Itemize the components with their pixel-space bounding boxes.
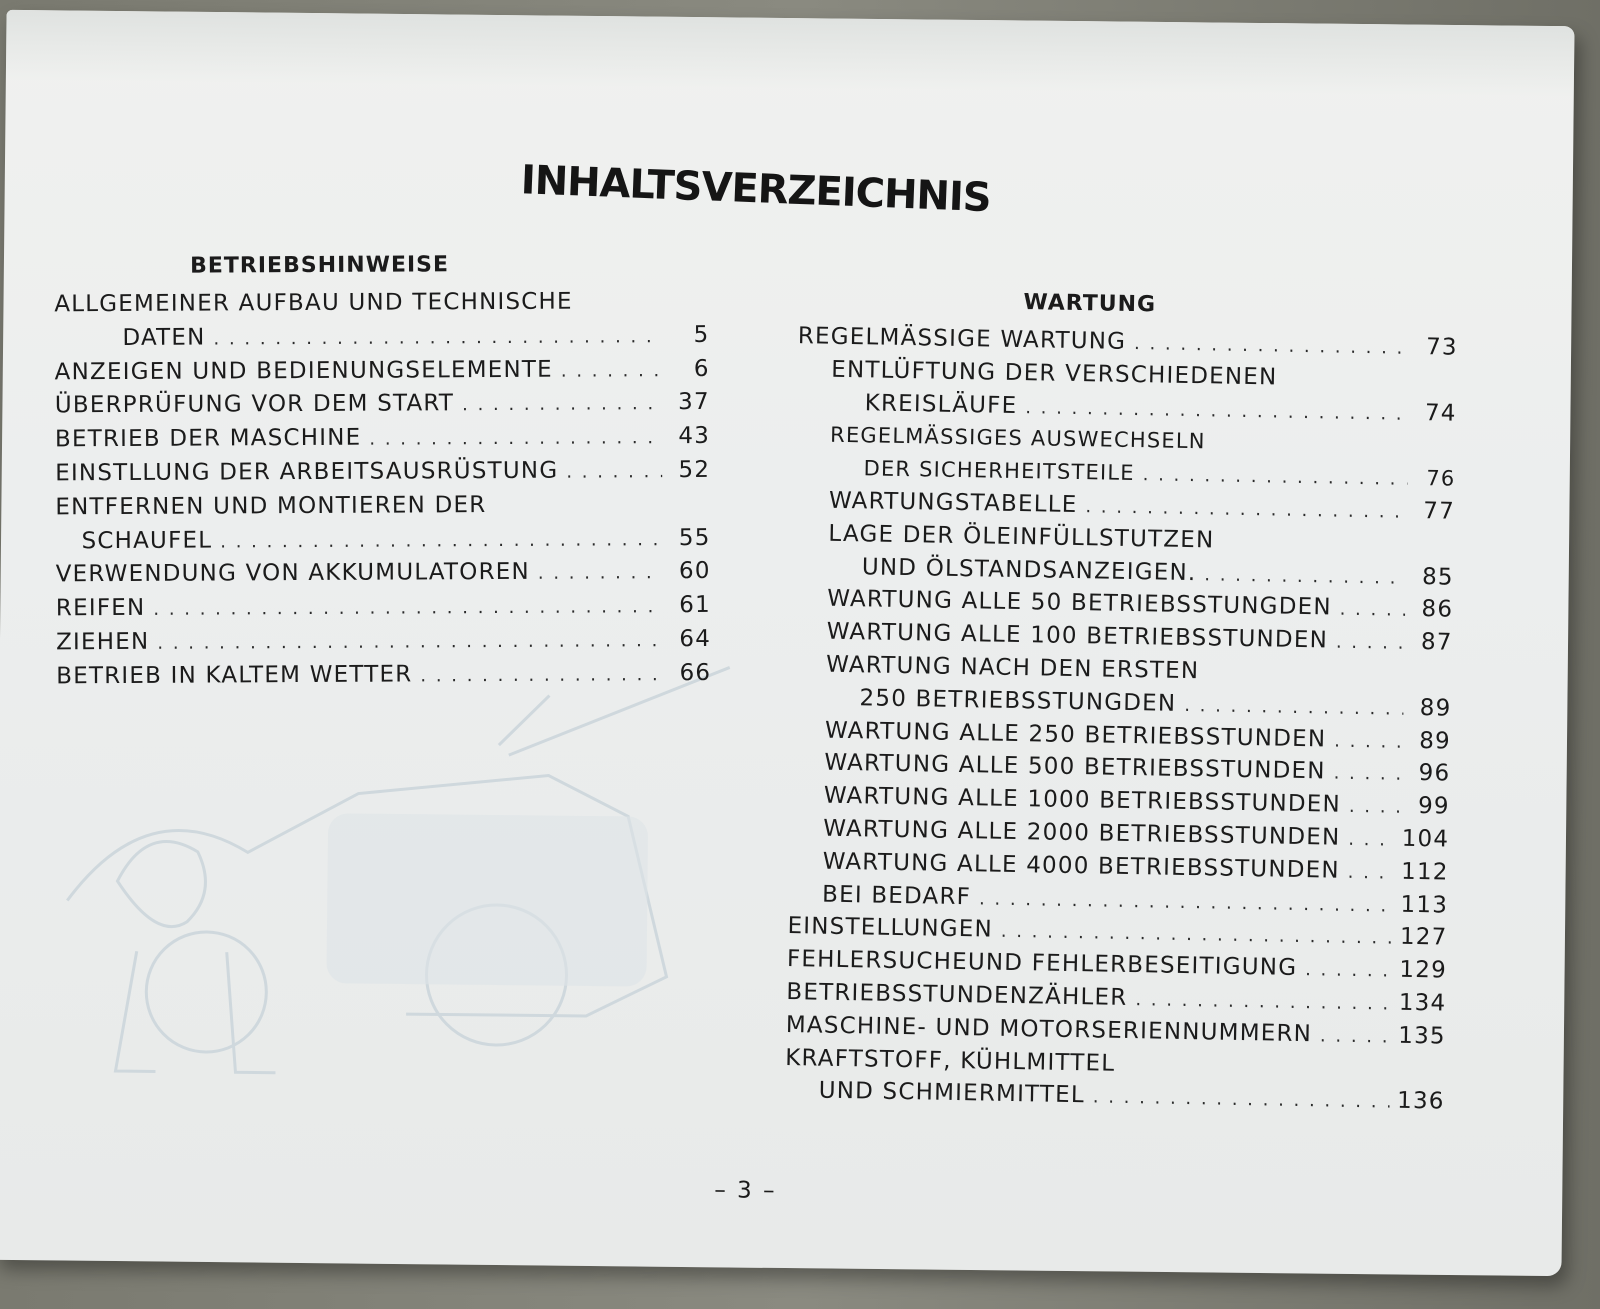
toc-entry-text: EINSTELLUNGEN: [787, 913, 994, 943]
toc-entry-text: WARTUNG ALLE 2000 BETRIEBSSTUNDEN: [823, 815, 1341, 851]
toc-entry-text: EINSTLLUNG DER ARBEITSAUSRÜSTUNG: [55, 457, 559, 487]
toc-entry-text: BETRIEBSSTUNDENZÄHLER: [786, 978, 1128, 1011]
dot-leader: [1334, 725, 1403, 759]
toc-entry-text: UND ÖLSTANDSANZEIGEN.: [861, 553, 1197, 586]
dot-leader: [420, 658, 663, 693]
toc-entry: [794, 517, 1455, 594]
toc-entry: [784, 1042, 1445, 1119]
toc-entry-text: WARTUNG ALLE 250 BETRIEBSSTUNDEN: [824, 717, 1327, 752]
dot-leader: [213, 320, 661, 356]
toc-entry: [56, 555, 711, 592]
toc-page-number: 6: [693, 355, 710, 382]
toc-entry-text: REGELMÄSSIGES AUSWECHSELN: [829, 423, 1206, 454]
toc-entry-text: ENTLÜFTUNG DER VERSCHIEDENEN: [831, 356, 1278, 391]
toc-entry-text: WARTUNG ALLE 50 BETRIEBSSTUNGDEN: [827, 586, 1332, 621]
toc-page-number: 52: [678, 456, 711, 484]
toc-entry-text: 250 BETRIEBSSTUNGDEN: [859, 685, 1177, 717]
dot-leader: [1333, 758, 1402, 792]
dot-leader: [153, 590, 663, 626]
toc-page-number: 61: [679, 592, 711, 619]
toc-page-number: 127: [1399, 924, 1448, 951]
toc-entry-text: MASCHINE- UND MOTORSERIENNUMMERN: [785, 1011, 1313, 1047]
toc-entry-text: BEI BEDARF: [821, 881, 972, 910]
toc-entry-text: WARTUNGSTABELLE: [828, 487, 1078, 519]
dot-leader: [1320, 1020, 1391, 1054]
toc-entry: [56, 589, 711, 626]
toc-entry-text: ALLGEMEINER AUFBAU UND TECHNISCHE: [54, 288, 573, 318]
toc-page-number: 104: [1401, 825, 1450, 853]
dot-leader: [538, 557, 663, 591]
toc-entry-text: WARTUNG ALLE 4000 BETRIEBSSTUNDEN: [822, 848, 1341, 884]
dot-leader: [1349, 791, 1402, 825]
toc-page-number: 87: [1420, 629, 1453, 656]
toc-page-number: 136: [1396, 1088, 1445, 1115]
dot-leader: [220, 523, 662, 559]
toc-entry: [55, 420, 710, 457]
page-edge-shading: [6, 10, 1575, 96]
toc-entry-text: SCHAUFEL: [81, 527, 213, 554]
toc-entry-text: WARTUNG ALLE 1000 BETRIEBSSTUNDEN: [823, 782, 1342, 818]
toc-column-operation: [54, 251, 711, 694]
toc-page-number: 89: [1419, 727, 1452, 755]
toc-entry-text: UND SCHMIERMITTEL: [818, 1077, 1086, 1109]
toc-entry-text: ANZEIGEN UND BEDIENUNGSELEMENTE: [54, 356, 553, 385]
toc-entry-text: REIFEN: [55, 595, 146, 622]
toc-entry-text: REGELMÄSSIGE WARTUNG: [797, 323, 1127, 355]
toc-entry: [55, 352, 710, 389]
toc-page-number: 99: [1417, 793, 1450, 820]
toc-entry-text: KREISLÄUFE: [864, 389, 1018, 419]
dot-leader: [1348, 824, 1394, 858]
dot-leader: [369, 421, 662, 456]
toc-entry-text: ENTFERNEN UND MONTIEREN DER: [55, 491, 487, 521]
toc-entry: [55, 454, 710, 491]
toc-entry-text: LAGE DER ÖLEINFÜLLSTUTZEN: [828, 520, 1215, 554]
toc-page-number: 55: [678, 524, 711, 551]
page-number: – 3 –: [714, 1177, 777, 1204]
toc-page-number: 112: [1400, 858, 1449, 886]
toc-page-number: 113: [1400, 891, 1449, 919]
toc-entry: [55, 386, 710, 423]
toc-entry: [56, 623, 711, 660]
dot-leader: [157, 624, 663, 660]
dot-leader: [1339, 594, 1405, 628]
page-title: INHALTSVERZEICHNIS: [519, 157, 992, 222]
section-heading-operation: BETRIEBSHINWEISE: [190, 252, 450, 279]
toc-entry: [796, 353, 1457, 430]
toc-entry: [54, 285, 709, 356]
toc-page-number: 77: [1423, 498, 1456, 525]
toc-page-number: 129: [1399, 956, 1448, 984]
toc-page-number: 66: [679, 659, 712, 686]
toc-page-number: 74: [1424, 399, 1457, 427]
toc-entry-text: DATEN: [122, 324, 206, 351]
toc-entry: [55, 488, 710, 559]
dot-leader: [561, 354, 662, 388]
toc-entry-text: WARTUNG ALLE 500 BETRIEBSSTUNDEN: [824, 750, 1326, 785]
section-heading-maintenance: WARTUNG: [1023, 290, 1157, 318]
toc-entry-text: BETRIEB IN KALTEM WETTER: [56, 661, 413, 690]
toc-page-number: 37: [678, 389, 710, 416]
dot-leader: [462, 388, 662, 423]
toc-page-number: 135: [1398, 1022, 1446, 1050]
toc-page-number: 86: [1421, 596, 1454, 623]
toc-column-maintenance: [784, 286, 1458, 1119]
toc-entry-text: KRAFTSTOFF, KÜHLMITTEL: [785, 1044, 1116, 1077]
toc-page-number: 43: [678, 423, 711, 450]
toc-page-number: 5: [693, 321, 710, 348]
toc-page-number: 73: [1425, 334, 1458, 361]
toc-entry: [791, 648, 1452, 725]
toc-entry-text: FEHLERSUCHEUND FEHLERBESEITIGUNG: [786, 946, 1298, 982]
showthrough-illustration: [25, 650, 750, 1118]
toc-entry: [795, 419, 1456, 496]
toc-page-number: 60: [678, 558, 711, 585]
toc-entry-text: VERWENDUNG VON AKKUMULATOREN: [55, 559, 530, 588]
document-page: [0, 10, 1575, 1276]
dot-leader: [1305, 954, 1392, 988]
toc-page-number: 134: [1398, 989, 1447, 1017]
toc-entry-text: BETRIEB DER MASCHINE: [54, 424, 362, 453]
toc-page-number: 85: [1421, 563, 1454, 591]
toc-entry-text: DER SICHERHEITSTEILE: [863, 456, 1135, 486]
dot-leader: [1093, 1082, 1390, 1120]
toc-page-number: 89: [1419, 694, 1452, 722]
toc-page-number: 64: [679, 625, 712, 653]
toc-page-number: 96: [1418, 760, 1451, 787]
dot-leader: [1336, 627, 1405, 661]
toc-entry-text: WARTUNG ALLE 100 BETRIEBSSTUNDEN: [826, 618, 1329, 654]
dot-leader: [566, 455, 662, 489]
toc-entry-text: ZIEHEN: [55, 628, 150, 656]
toc-entry-text: WARTUNG NACH DEN ERSTEN: [825, 651, 1200, 685]
dot-leader: [1347, 857, 1393, 891]
toc-entry-text: ÜBERPRÜFUNG VOR DEM START: [54, 390, 455, 419]
toc-entry: [56, 657, 711, 694]
toc-page-number: 76: [1426, 466, 1456, 491]
